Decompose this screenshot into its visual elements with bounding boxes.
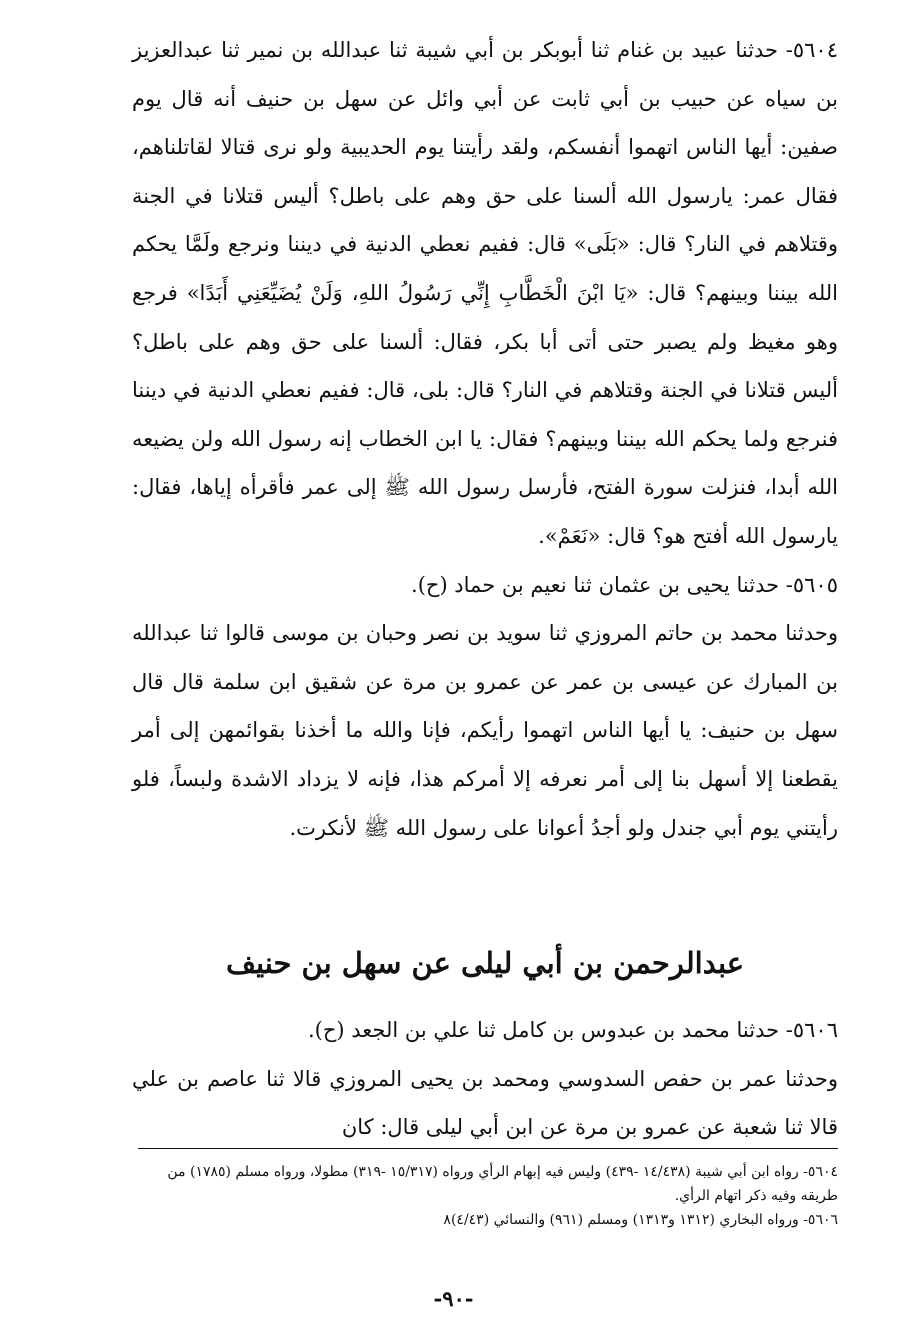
hadith-5606-line: ٥٦٠٦- حدثنا محمد بن عبدوس بن كامل ثنا علي بن الجعد (ح). bbox=[307, 1018, 838, 1042]
hadith-5605-line: ٥٦٠٥- حدثنا يحيى بن عثمان ثنا نعيم بن حماد (ح). bbox=[411, 572, 838, 597]
footnote-5606: ٥٦٠٦- ورواه البخاري (١٣١٢ و١٣١٣) ومسلم (٩٦١) والنسائي (٤/٤٣)٨ bbox=[443, 1212, 838, 1228]
main-text-continued bbox=[132, 1006, 838, 1152]
footnote-5604: ٥٦٠٤- رواه ابن أبي شيبة (١٤/٤٣٨ -٤٣٩) وليس فيه إبهام الرأي ورواه (١٥/٣١٧ -٣١٩) مطولا، ورواه مسلم (١٧٨٥) من طريقه وفيه ذكر اتهام الرأي. bbox=[167, 1164, 838, 1204]
footnote-divider bbox=[138, 1148, 838, 1149]
section-heading: عبدالرحمن بن أبي ليلى عن سهل بن حنيف bbox=[225, 946, 745, 980]
main-text bbox=[132, 26, 838, 852]
hadith-5606-text: وحدثنا عمر بن حفص السدوسي ومحمد بن يحيى المروزي قالا ثنا عاصم بن علي قالا ثنا شعبة عن عمرو بن مرة عن ابن أبي ليلى قال: كان bbox=[132, 1066, 838, 1140]
page-number: -٩٠- bbox=[433, 1286, 474, 1311]
hadith-5604-text: ٥٦٠٤- حدثنا عبيد بن غنام ثنا أبوبكر بن أبي شيبة ثنا عبدالله بن نمير ثنا عبدالعزيز بن سياه عن حبيب بن أبي ثابت عن أبي وائل عن سهل بن حنيف أنه قال يوم صفين: أيها الناس اتهموا أنفسكم، ولقد رأيتنا يوم الحديبية ولو نرى قتالا لقاتلناهم، فقال عمر: يارسول الله ألسنا على حق وهم على باطل؟ أليس قتلانا في الجنة وقتلاهم في النار؟ قال: «بَلَى» قال: ففيم نعطي الدنية في ديننا ونرجع ولَمَّا يحكم الله بيننا وبينهم؟ قال: «يَا ابْنَ الْخَطَّابِ إِنِّي رَسُولُ اللهِ، وَلَنْ يُضَيِّعَنِي أَبَدًا» فرجع وهو مغيظ ولم يصبر حتى أتى أبا بكر، فقال: ألسنا على حق وهم على باطل؟ أليس قتلانا في الجنة وقتلاهم في النار؟ قال: بلى، قال: ففيم نعطي الدنية في ديننا فنرجع ولما يحكم الله بيننا وبينهم؟ فقال: يا ابن الخطاب إنه رسول الله ولن يضيعه الله أبدا، فنزلت سورة الفتح، فأرسل رسول الله ﷺ إلى عمر فأقرأه إياها، فقال: يارسول الله أفتح هو؟ قال: «نَعَمْ». bbox=[132, 38, 838, 548]
footnotes bbox=[132, 1160, 838, 1232]
hadith-5605-text: وحدثنا محمد بن حاتم المروزي ثنا سويد بن نصر وحبان بن موسى قالوا ثنا عبدالله بن المبارك عن عيسى بن عمر عن عمرو بن مرة عن شقيق ابن سلمة قال قال سهل بن حنيف: يا أيها الناس اتهموا رأيكم، فإنا والله ما أخذنا بقوائمهن إلى أمر يقطعنا إلا أسهل بنا إلى أمر نعرفه إلا أمركم هذا، فإنه لا يزداد الاشدة ولبساً، فلو رأيتني يوم أبي جندل ولو أجدُ أعوانا على رسول الله ﷺ لأنكرت. bbox=[132, 621, 838, 840]
